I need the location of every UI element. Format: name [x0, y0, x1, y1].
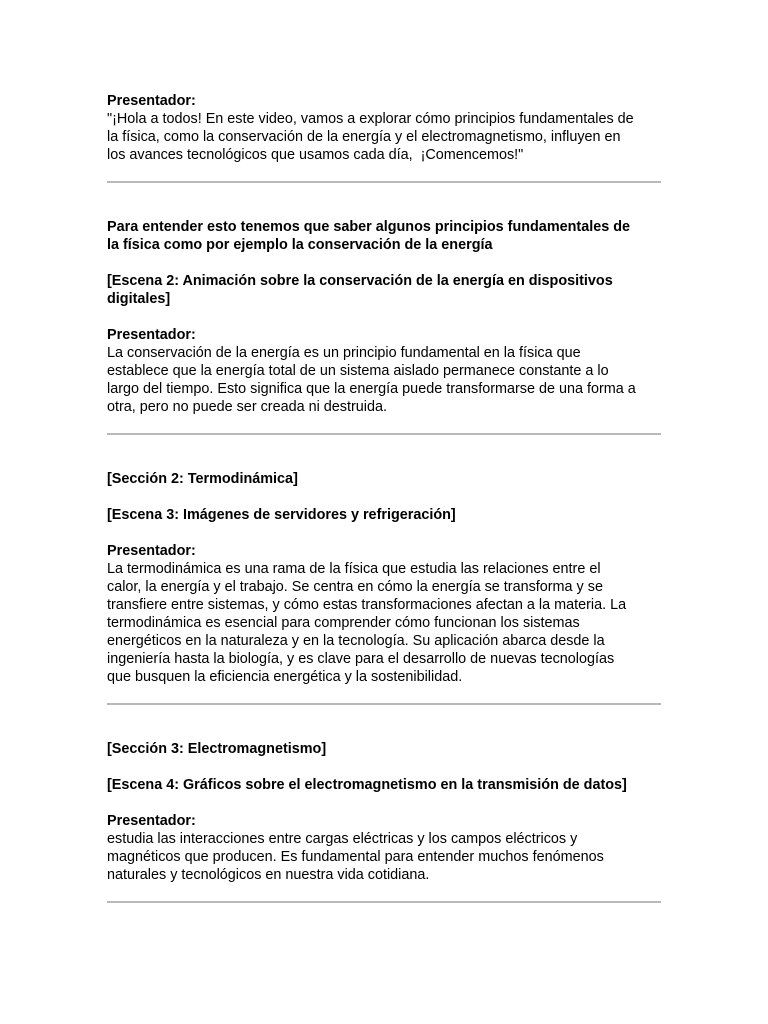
intro-speaker: Presentador:: [107, 93, 196, 109]
body-line: La termodinámica es una rama de la física que estudia las relaciones entre el: [107, 561, 601, 577]
section-heading: la física como por ejemplo la conservación de la energía: [107, 237, 493, 253]
body-line: energéticos en la naturaleza y en la tecnología. Su aplicación abarca desde la: [107, 633, 605, 649]
scene-heading: [Escena 4: Gráficos sobre el electromagnetismo en la transmisión de datos]: [107, 777, 627, 793]
speaker-label: Presentador:: [107, 813, 196, 829]
body-line: calor, la energía y el trabajo. Se centra en cómo la energía se transforma y se: [107, 579, 603, 595]
section-title: [Sección 2: Termodinámica]: [107, 471, 298, 487]
body-line: establece que la energía total de un sistema aislado permanece constante a lo: [107, 363, 609, 379]
document-page: [107, 92, 663, 920]
section-title: [Sección 3: Electromagnetismo]: [107, 741, 327, 757]
speaker-label: Presentador:: [107, 327, 196, 343]
intro-line: los avances tecnológicos que usamos cada día, ¡Comencemos!": [107, 147, 524, 163]
body-line: naturales y tecnológicos en nuestra vida cotidiana.: [107, 867, 430, 883]
body-line: estudia las interacciones entre cargas eléctricas y los campos eléctricos y: [107, 831, 578, 847]
horizontal-rule: [107, 703, 661, 705]
body-line: otra, pero no puede ser creada ni destruida.: [107, 399, 387, 415]
section-thermodynamics: [107, 470, 663, 686]
body-line: ingeniería hasta la biología, y es clave para el desarrollo de nuevas tecnologías: [107, 651, 615, 667]
body-line: que busquen la eficiencia energética y la sostenibilidad.: [107, 669, 463, 685]
section-electromagnetism: [107, 740, 663, 884]
intro-line: "¡Hola a todos! En este video, vamos a explorar cómo principios fundamentales de: [107, 111, 634, 127]
body-line: magnéticos que producen. Es fundamental para entender muchos fenómenos: [107, 849, 604, 865]
speaker-label: Presentador:: [107, 543, 196, 559]
body-line: termodinámica es esencial para comprender cómo funcionan los sistemas: [107, 615, 580, 631]
divider: [107, 884, 663, 920]
scene-heading: [Escena 2: Animación sobre la conservación de la energía en dispositivos: [107, 273, 613, 289]
scene-heading: [Escena 3: Imágenes de servidores y refrigeración]: [107, 507, 456, 523]
intro-line: la física, como la conservación de la energía y el electromagnetismo, influyen en: [107, 129, 621, 145]
section-heading: Para entender esto tenemos que saber algunos principios fundamentales de: [107, 219, 630, 235]
section-energy-conservation: [107, 218, 663, 416]
horizontal-rule: [107, 901, 661, 903]
horizontal-rule: [107, 181, 661, 183]
scene-heading: digitales]: [107, 291, 171, 307]
body-line: largo del tiempo. Esto significa que la energía puede transformarse de una forma a: [107, 381, 636, 397]
divider: [107, 416, 663, 452]
body-line: La conservación de la energía es un principio fundamental en la física que: [107, 345, 581, 361]
divider: [107, 686, 663, 722]
intro-block: [107, 92, 663, 164]
divider: [107, 164, 663, 200]
horizontal-rule: [107, 433, 661, 435]
body-line: transfiere entre sistemas, y cómo estas transformaciones afectan a la materia. La: [107, 597, 627, 613]
